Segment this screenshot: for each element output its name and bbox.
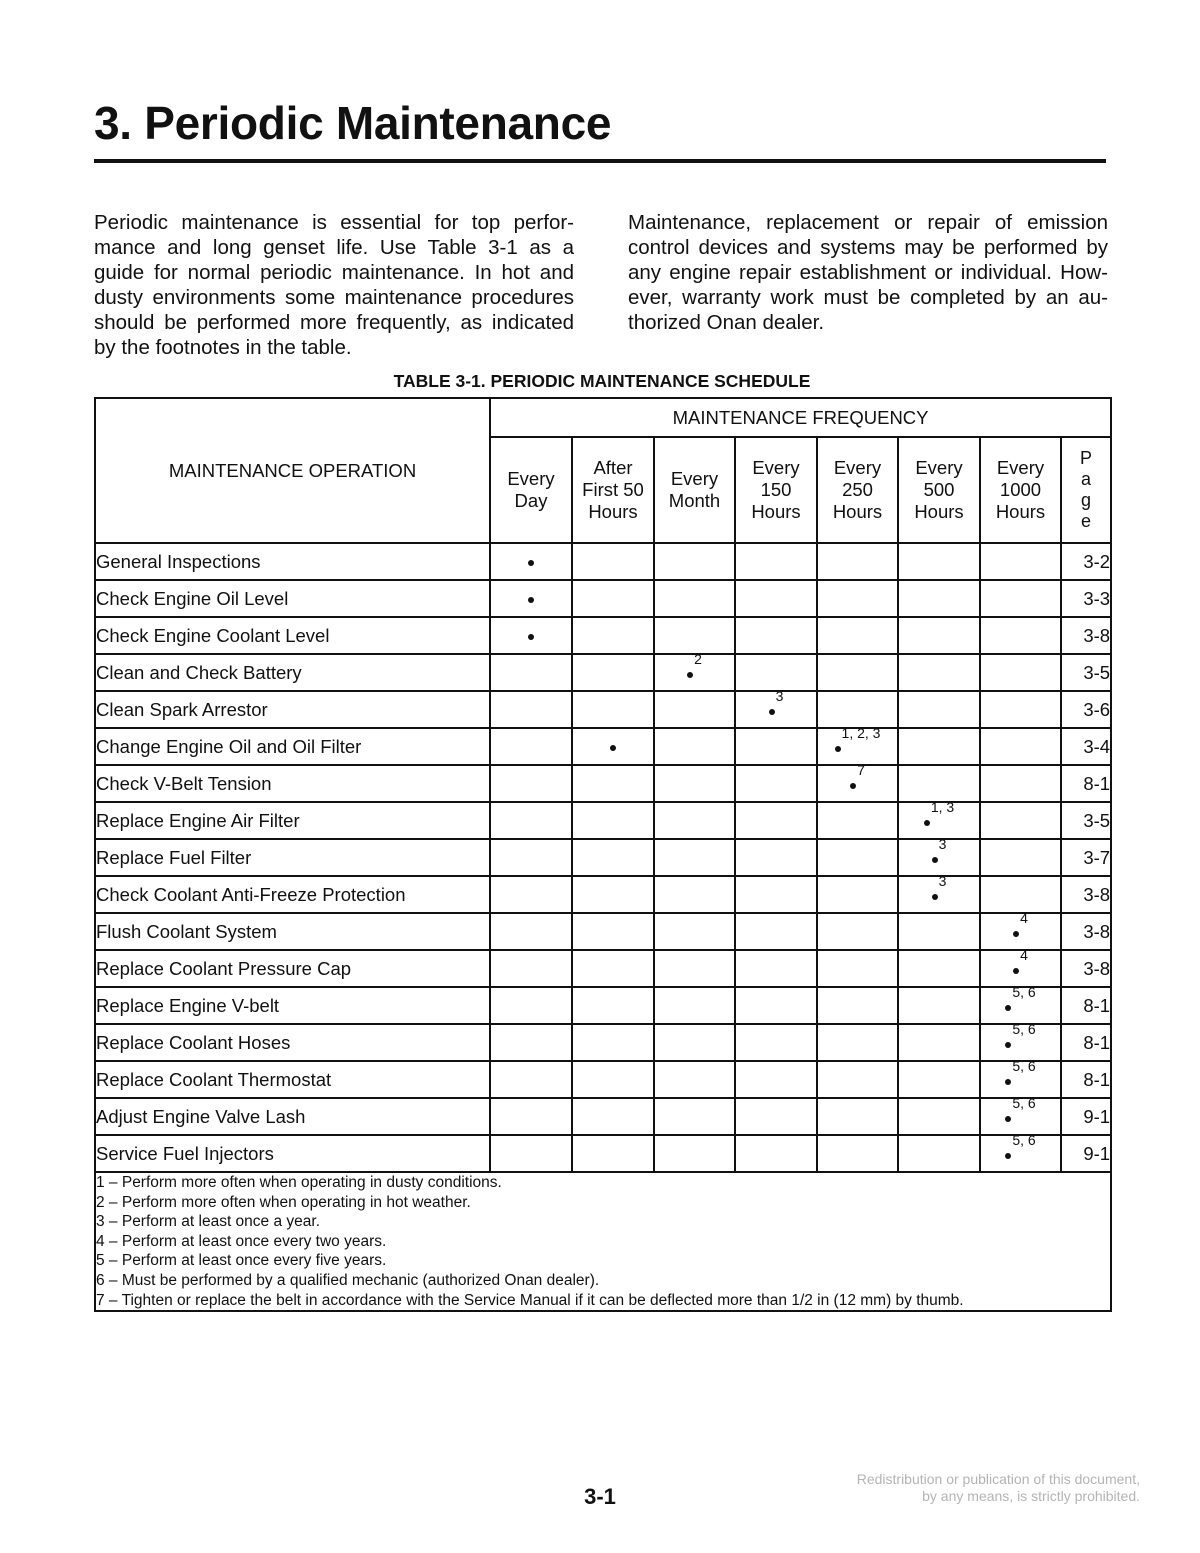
page-header-letter: a: [1081, 469, 1092, 489]
operation-cell: Service Fuel Injectors: [95, 1135, 490, 1172]
table-row: [95, 580, 1111, 617]
frequency-cell: [735, 1061, 817, 1098]
frequency-cell: [817, 691, 898, 728]
frequency-cell: [654, 580, 735, 617]
frequency-cell: [817, 724, 898, 765]
frequency-column-header-line: Hours: [832, 501, 883, 522]
frequency-cell: [490, 950, 572, 987]
frequency-cell: [898, 1098, 980, 1135]
bullet-icon: [932, 857, 938, 863]
bullet-icon: [932, 894, 938, 900]
frequency-cell: [980, 765, 1061, 802]
frequency-column-header: [654, 437, 735, 543]
frequency-cell: [490, 839, 572, 876]
frequency-cell: [817, 1061, 898, 1098]
frequency-cell: [572, 580, 654, 617]
bullet-icon: [769, 709, 775, 715]
table-row: [95, 1024, 1111, 1061]
page-header-letter: P: [1080, 448, 1093, 468]
frequency-cell: [490, 1098, 572, 1135]
frequency-cell: [980, 1057, 1061, 1098]
table-row: [95, 950, 1111, 987]
operation-cell: Replace Engine V-belt: [95, 987, 490, 1024]
frequency-cell: [654, 617, 735, 654]
frequency-cell: [735, 1024, 817, 1061]
frequency-cell: [980, 802, 1061, 839]
frequency-cell: [898, 1061, 980, 1098]
frequency-column-header: [817, 437, 898, 543]
frequency-cell: [654, 765, 735, 802]
frequency-cell: [572, 728, 654, 765]
footnote-ref: 5, 6: [1012, 983, 1036, 1000]
footnote-ref: 3: [938, 835, 947, 852]
table-row: [95, 876, 1111, 913]
frequency-column-header-line: Every: [507, 468, 555, 489]
frequency-column-header-line: 1000: [999, 479, 1042, 500]
frequency-cell: [735, 802, 817, 839]
frequency-cell: [490, 1135, 572, 1172]
intro-paragraph-left: Periodic maintenance is essential for top perfor-mance and long genset life. Use Table 3-1 as a guide for normal periodic maintenance. In hot and dusty environments some maintenance procedures should be performed more frequently, as indicated by the footnotes in the table.: [94, 211, 574, 359]
operation-cell: Replace Engine Air Filter: [95, 802, 490, 839]
footnote-ref: 5, 6: [1012, 1131, 1036, 1148]
frequency-cell: [735, 987, 817, 1024]
operation-cell: Clean Spark Arrestor: [95, 691, 490, 728]
table-row: [95, 1135, 1111, 1172]
frequency-cell: [654, 913, 735, 950]
operation-cell: Flush Coolant System: [95, 913, 490, 950]
page-ref-cell: 3-2: [1061, 543, 1111, 580]
frequency-cell: [572, 1024, 654, 1061]
bullet-icon: [528, 634, 534, 640]
bullet-icon: [924, 820, 930, 826]
page-ref-cell: 3-3: [1061, 580, 1111, 617]
frequency-cell: [654, 1024, 735, 1061]
frequency-column-header-line: Hours: [995, 501, 1046, 522]
frequency-cell: [735, 728, 817, 765]
frequency-cell: [490, 1024, 572, 1061]
frequency-column-header-line: 150: [760, 479, 792, 500]
frequency-cell: [654, 691, 735, 728]
footnote: 6 – Must be performed by a qualified mechanic (authorized Onan dealer).: [96, 1271, 600, 1289]
footnote-ref: 4: [1020, 909, 1028, 926]
page-ref-cell: 3-8: [1061, 950, 1111, 987]
frequency-cell: [735, 876, 817, 913]
frequency-column-header: [735, 437, 817, 543]
frequency-column-header-line: Every: [915, 457, 963, 478]
frequency-cell: [817, 1098, 898, 1135]
frequency-cell: [654, 950, 735, 987]
frequency-cell: [490, 913, 572, 950]
frequency-column-header: [980, 437, 1061, 543]
frequency-cell: [490, 543, 572, 580]
frequency-cell: [980, 617, 1061, 654]
frequency-cell: [572, 913, 654, 950]
frequency-cell: [817, 761, 898, 802]
frequency-cell: [490, 654, 572, 691]
frequency-column-header-line: Hours: [914, 501, 964, 522]
frequency-cell: [490, 765, 572, 802]
table-row: [95, 987, 1111, 1024]
operation-cell: Adjust Engine Valve Lash: [95, 1098, 490, 1135]
frequency-column-header-line: First 50: [582, 479, 644, 500]
frequency-cell: [490, 802, 572, 839]
footnote: 5 – Perform at least once every five years.: [96, 1252, 387, 1270]
frequency-cell: [735, 913, 817, 950]
frequency-cell: [490, 617, 572, 654]
frequency-cell: [654, 1135, 735, 1172]
frequency-cell: [490, 987, 572, 1024]
footnote-ref: 1, 3: [930, 798, 955, 815]
footnote-ref: 5, 6: [1012, 1057, 1036, 1074]
table-row: [95, 728, 1111, 765]
frequency-cell: [490, 691, 572, 728]
footnote-ref: 5, 6: [1012, 1020, 1036, 1037]
table-row: [95, 617, 1111, 654]
frequency-column-header-line: Every: [996, 457, 1045, 478]
frequency-cell: [735, 687, 817, 728]
page-ref-cell: 8-1: [1061, 987, 1111, 1024]
footnote: 2 – Perform more often when operating in hot weather.: [96, 1193, 471, 1211]
frequency-column-header-line: Every: [833, 457, 882, 478]
frequency-cell: [980, 728, 1061, 765]
frequency-cell: [817, 617, 898, 654]
frequency-cell: [572, 839, 654, 876]
bullet-icon: [835, 746, 841, 752]
frequency-cell: [980, 909, 1061, 950]
frequency-cell: [817, 839, 898, 876]
frequency-column-header-line: Every: [670, 468, 719, 489]
footnote: 1 – Perform more often when operating in dusty conditions.: [96, 1174, 502, 1191]
table-row: [95, 654, 1111, 691]
frequency-column-header-line: After: [593, 457, 633, 478]
bullet-icon: [1005, 1116, 1011, 1122]
footnote-ref: 3: [775, 687, 784, 704]
page-ref-cell: 8-1: [1061, 1061, 1111, 1098]
frequency-cell: [817, 654, 898, 691]
frequency-cell: [572, 617, 654, 654]
page-ref-cell: 9-1: [1061, 1098, 1111, 1135]
page-ref-cell: 3-7: [1061, 839, 1111, 876]
operation-cell: Check Engine Oil Level: [95, 580, 490, 617]
frequency-cell: [898, 1135, 980, 1172]
operation-cell: Check Coolant Anti-Freeze Protection: [95, 876, 490, 913]
frequency-cell: [898, 580, 980, 617]
frequency-column-header-line: 250: [842, 479, 873, 500]
chapter-title: 3. Periodic Maintenance: [94, 97, 612, 149]
operation-cell: Check Engine Coolant Level: [95, 617, 490, 654]
frequency-cell: [572, 765, 654, 802]
frequency-cell: [572, 654, 654, 691]
table-row: [95, 765, 1111, 802]
frequency-column-header-line: Month: [668, 490, 721, 511]
frequency-cell: [735, 654, 817, 691]
bullet-icon: [1005, 1079, 1011, 1085]
frequency-cell: [898, 835, 980, 876]
frequency-cell: [735, 1098, 817, 1135]
frequency-cell: [817, 1135, 898, 1172]
frequency-cell: [572, 543, 654, 580]
legal-notice-line: Redistribution or publication of this document,: [856, 1471, 1140, 1487]
frequency-cell: [654, 728, 735, 765]
frequency-cell: [898, 617, 980, 654]
page-column-header: [1061, 437, 1111, 543]
frequency-column-header-line: Day: [514, 490, 548, 511]
footnote-ref: 2: [694, 650, 702, 667]
page-ref-cell: 3-6: [1061, 691, 1111, 728]
frequency-cell: [490, 728, 572, 765]
frequency-cell: [898, 872, 980, 913]
frequency-cell: [980, 1094, 1061, 1135]
frequency-column-header: [572, 437, 654, 543]
frequency-cell: [654, 802, 735, 839]
frequency-cell: [572, 691, 654, 728]
bullet-icon: [1005, 1005, 1011, 1011]
page-header-letter: e: [1081, 511, 1092, 531]
operation-cell: Check V-Belt Tension: [95, 765, 490, 802]
page-ref-cell: 3-8: [1061, 876, 1111, 913]
operation-cell: Change Engine Oil and Oil Filter: [95, 728, 490, 765]
footnote-ref: 5, 6: [1012, 1094, 1036, 1111]
maintenance-frequency-header: MAINTENANCE FREQUENCY: [490, 398, 1111, 437]
frequency-cell: [572, 1098, 654, 1135]
bullet-icon: [1013, 931, 1019, 937]
frequency-cell: [490, 580, 572, 617]
bullet-icon: [610, 745, 616, 751]
page-ref-cell: 8-1: [1061, 765, 1111, 802]
frequency-column-header: [898, 437, 980, 543]
bullet-icon: [687, 672, 693, 678]
footnote: 3 – Perform at least once a year.: [96, 1213, 321, 1231]
frequency-cell: [898, 691, 980, 728]
frequency-cell: [817, 802, 898, 839]
frequency-cell: [980, 1020, 1061, 1061]
page-ref-cell: 3-8: [1061, 913, 1111, 950]
frequency-cell: [898, 798, 980, 839]
frequency-cell: [980, 580, 1061, 617]
frequency-cell: [980, 983, 1061, 1024]
frequency-cell: [735, 543, 817, 580]
frequency-cell: [898, 543, 980, 580]
frequency-cell: [654, 987, 735, 1024]
bullet-icon: [528, 597, 534, 603]
schedule-body: [95, 543, 1111, 1172]
table-footnotes: [95, 1172, 1111, 1311]
frequency-column-header: [490, 437, 572, 543]
legal-notice: [780, 1471, 1140, 1505]
bullet-icon: [1013, 968, 1019, 974]
frequency-cell: [817, 950, 898, 987]
page-ref-cell: 9-1: [1061, 1135, 1111, 1172]
page-ref-cell: 3-5: [1061, 654, 1111, 691]
frequency-cell: [898, 728, 980, 765]
operation-cell: Replace Coolant Thermostat: [95, 1061, 490, 1098]
frequency-column-header-line: Hours: [751, 501, 801, 522]
frequency-cell: [980, 654, 1061, 691]
frequency-cell: [654, 876, 735, 913]
frequency-cell: [572, 1135, 654, 1172]
frequency-cell: [572, 802, 654, 839]
frequency-cell: [980, 543, 1061, 580]
operation-cell: Replace Fuel Filter: [95, 839, 490, 876]
frequency-cell: [898, 950, 980, 987]
table-row: [95, 802, 1111, 839]
bullet-icon: [1005, 1153, 1011, 1159]
intro-paragraph-right: Maintenance, replacement or repair of emission control devices and systems may be performed by any engine repair establishment or individual. How-ever, warranty work must be completed by an au-thorized Onan dealer.: [628, 211, 1108, 334]
footnote-ref: 3: [938, 872, 947, 889]
bullet-icon: [528, 560, 534, 566]
frequency-cell: [735, 580, 817, 617]
frequency-column-header-line: Every: [752, 457, 800, 478]
operation-cell: Replace Coolant Pressure Cap: [95, 950, 490, 987]
operation-cell: Clean and Check Battery: [95, 654, 490, 691]
title-rule: [94, 159, 1106, 163]
frequency-cell: [735, 617, 817, 654]
frequency-cell: [654, 839, 735, 876]
footnote-ref: 7: [857, 761, 865, 778]
frequency-cell: [572, 950, 654, 987]
bullet-icon: [1005, 1042, 1011, 1048]
frequency-cell: [980, 876, 1061, 913]
table-caption: TABLE 3-1. PERIODIC MAINTENANCE SCHEDULE: [393, 371, 811, 391]
frequency-cell: [654, 1098, 735, 1135]
footnote: 4 – Perform at least once every two years.: [96, 1232, 387, 1250]
frequency-cell: [898, 987, 980, 1024]
frequency-cell: [898, 913, 980, 950]
bullet-icon: [850, 783, 856, 789]
table-row: [95, 1098, 1111, 1135]
table-row: [95, 1061, 1111, 1098]
frequency-cell: [898, 654, 980, 691]
frequency-cell: [817, 876, 898, 913]
maintenance-operation-header: MAINTENANCE OPERATION: [95, 398, 490, 543]
frequency-cell: [735, 1135, 817, 1172]
table-row: [95, 691, 1111, 728]
frequency-cell: [572, 987, 654, 1024]
frequency-cell: [572, 876, 654, 913]
footnote-ref: 4: [1020, 946, 1028, 963]
frequency-cell: [817, 543, 898, 580]
frequency-cell: [980, 1131, 1061, 1172]
frequency-cell: [817, 913, 898, 950]
page-ref-cell: 3-4: [1061, 728, 1111, 765]
frequency-cell: [817, 580, 898, 617]
frequency-cell: [490, 876, 572, 913]
page-ref-cell: 8-1: [1061, 1024, 1111, 1061]
page-ref-cell: 3-8: [1061, 617, 1111, 654]
page-ref-cell: 3-5: [1061, 802, 1111, 839]
frequency-column-header-line: Hours: [588, 501, 638, 522]
operation-cell: Replace Coolant Hoses: [95, 1024, 490, 1061]
frequency-cell: [654, 650, 735, 691]
frequency-cell: [490, 1061, 572, 1098]
frequency-cell: [654, 543, 735, 580]
frequency-cell: [817, 1024, 898, 1061]
table-row: [95, 913, 1111, 950]
page-header-letter: g: [1081, 490, 1092, 510]
frequency-cell: [572, 1061, 654, 1098]
frequency-cell: [898, 1024, 980, 1061]
frequency-cell: [817, 987, 898, 1024]
frequency-cell: [654, 1061, 735, 1098]
maintenance-schedule-table: [94, 397, 1112, 1312]
frequency-cell: [980, 691, 1061, 728]
frequency-column-header-line: 500: [923, 479, 955, 500]
table-row: [95, 839, 1111, 876]
frequency-cell: [980, 946, 1061, 987]
footnote-ref: 1, 2, 3: [841, 724, 881, 741]
frequency-cell: [735, 765, 817, 802]
operation-cell: General Inspections: [95, 543, 490, 580]
frequency-cell: [735, 950, 817, 987]
legal-notice-line: by any means, is strictly prohibited.: [922, 1488, 1140, 1504]
footnote: 7 – Tighten or replace the belt in accordance with the Service Manual if it can be deflected more than 1/2 in (12 mm) by thumb.: [96, 1291, 964, 1309]
frequency-cell: [898, 765, 980, 802]
table-row: [95, 543, 1111, 580]
page-number: 3-1: [584, 1484, 616, 1509]
frequency-cell: [735, 839, 817, 876]
frequency-cell: [980, 839, 1061, 876]
